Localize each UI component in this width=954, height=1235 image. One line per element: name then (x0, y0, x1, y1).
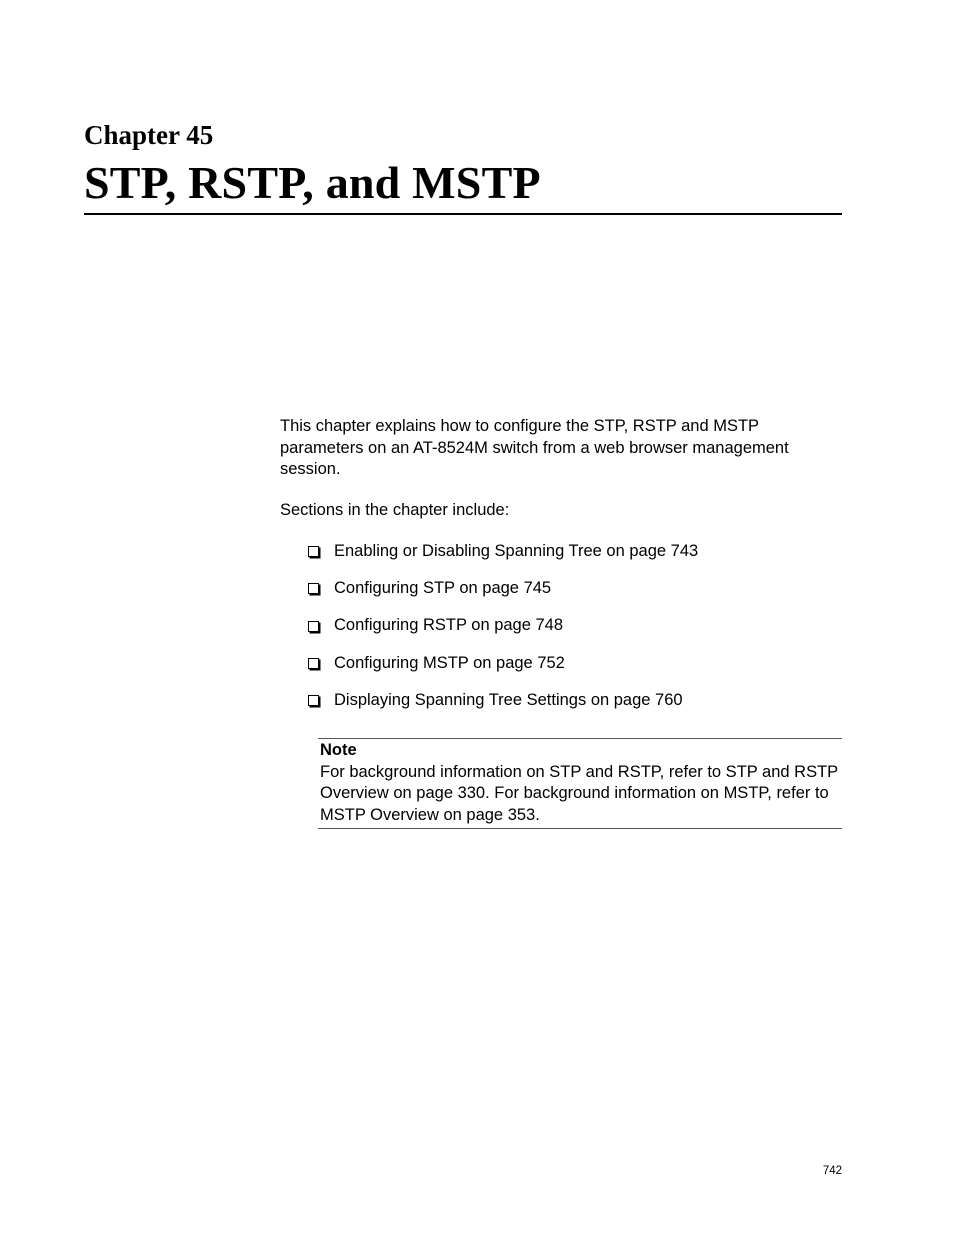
toc-link-configuring-stp[interactable]: Configuring STP on page 745 (334, 579, 552, 598)
section-list (308, 541, 698, 727)
checkbox-bullet-icon (308, 621, 319, 632)
sections-lead: Sections in the chapter include: (280, 501, 510, 519)
list-item (308, 653, 698, 675)
toc-link-configuring-rstp[interactable]: Configuring RSTP on page 748 (334, 616, 564, 635)
note-heading: Note (320, 741, 357, 759)
title-rule (84, 213, 842, 215)
list-item (308, 578, 698, 600)
checkbox-bullet-icon (308, 658, 319, 669)
toc-link-enabling-spanning-tree[interactable]: Enabling or Disabling Spanning Tree on page 743 (334, 542, 699, 560)
checkbox-bullet-icon (308, 583, 319, 594)
intro-paragraph: This chapter explains how to configure the STP, RSTP and MSTP parameters on an AT-8524M switch from a web browser management session. (280, 417, 789, 478)
list-item (308, 615, 698, 637)
toc-link-configuring-mstp[interactable]: Configuring MSTP on page 752 (334, 653, 565, 672)
list-item (308, 690, 698, 712)
chapter-label: Chapter 45 (84, 120, 214, 150)
list-item (308, 541, 698, 563)
checkbox-bullet-icon (308, 546, 319, 557)
checkbox-bullet-icon (308, 695, 319, 706)
note-box (318, 738, 842, 829)
chapter-title: STP, RSTP, and MSTP (84, 157, 541, 208)
note-text: For background information on STP and RSTP, refer to STP and RSTP Overview on page 330. For background information on MSTP, refer to MSTP Overview on page 353. (320, 762, 838, 824)
toc-link-displaying-settings[interactable]: Displaying Spanning Tree Settings on page 760 (334, 690, 683, 709)
page-number: 742 (822, 1165, 842, 1177)
